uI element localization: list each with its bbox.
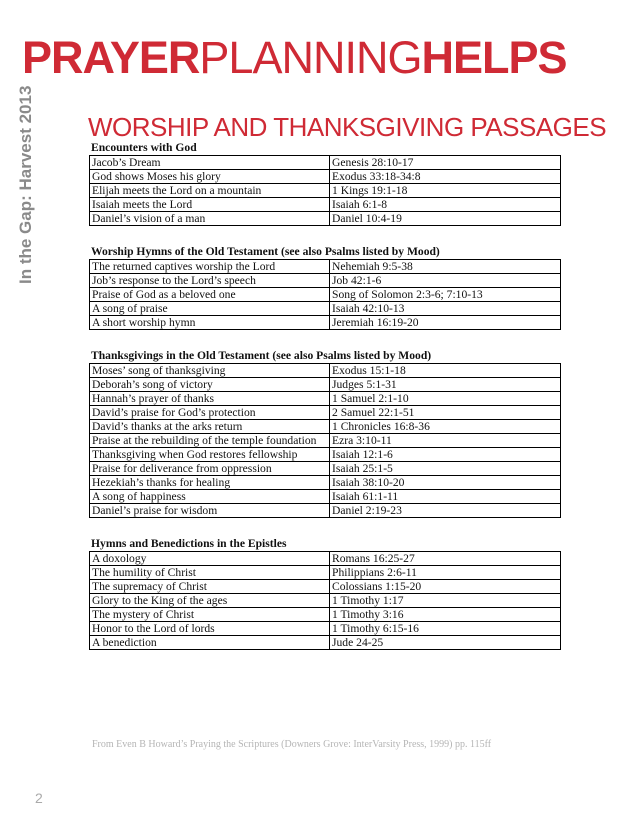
table-row: [90, 392, 561, 406]
passage-reference: 1 Timothy 6:15-16: [330, 622, 561, 636]
table-row: [90, 434, 561, 448]
passage-reference: Genesis 28:10-17: [330, 156, 561, 170]
passage-reference: Colossians 1:15-20: [330, 580, 561, 594]
section-title: WORSHIP AND THANKSGIVING PASSAGES: [88, 112, 607, 142]
passage-description: Thanksgiving when God restores fellowship: [90, 448, 330, 462]
passage-group: [89, 537, 561, 650]
passage-reference: Isaiah 12:1-6: [330, 448, 561, 462]
passage-description: A song of praise: [90, 302, 330, 316]
passage-reference: Romans 16:25-27: [330, 552, 561, 566]
group-heading: Thanksgivings in the Old Testament (see also Psalms listed by Mood): [91, 349, 432, 362]
passage-reference: 1 Timothy 1:17: [330, 594, 561, 608]
passage-groups: [89, 141, 561, 669]
passage-description: Moses’ song of thanksgiving: [90, 364, 330, 378]
passage-reference: Jude 24-25: [330, 636, 561, 650]
passage-description: Deborah’s song of victory: [90, 378, 330, 392]
page-number: 2: [35, 790, 43, 806]
passage-reference: Jeremiah 16:19-20: [330, 316, 561, 330]
table-row: [90, 580, 561, 594]
table-row: [90, 288, 561, 302]
passage-description: Glory to the King of the ages: [90, 594, 330, 608]
table-row: [90, 260, 561, 274]
table-row: [90, 420, 561, 434]
passage-description: David’s praise for God’s protection: [90, 406, 330, 420]
passage-description: A song of happiness: [90, 490, 330, 504]
table-row: [90, 566, 561, 580]
table-row: [90, 212, 561, 226]
table-row: [90, 622, 561, 636]
table-row: [90, 504, 561, 518]
side-label: In the Gap: Harvest 2013: [16, 85, 35, 284]
passage-group: [89, 349, 561, 518]
passage-reference: Job 42:1-6: [330, 274, 561, 288]
table-row: [90, 364, 561, 378]
table-row: [90, 156, 561, 170]
table-row: [90, 378, 561, 392]
passage-reference: Daniel 10:4-19: [330, 212, 561, 226]
footer-citation: From Even B Howard’s Praying the Scriptures (Downers Grove: InterVarsity Press, 1999) pp. 115ff: [92, 739, 492, 750]
passage-description: The humility of Christ: [90, 566, 330, 580]
table-row: [90, 552, 561, 566]
table-row: [90, 316, 561, 330]
table-row: [90, 170, 561, 184]
passage-reference: 1 Chronicles 16:8-36: [330, 420, 561, 434]
passage-description: Job’s response to the Lord’s speech: [90, 274, 330, 288]
table-row: [90, 406, 561, 420]
group-heading: Worship Hymns of the Old Testament (see also Psalms listed by Mood): [91, 245, 440, 258]
passage-description: Hannah’s prayer of thanks: [90, 392, 330, 406]
table-row: [90, 448, 561, 462]
passage-description: The mystery of Christ: [90, 608, 330, 622]
passage-reference: Isaiah 61:1-11: [330, 490, 561, 504]
table-row: [90, 490, 561, 504]
table-row: [90, 184, 561, 198]
banner-part-planning: PLANNING: [199, 32, 422, 83]
passage-description: Hezekiah’s thanks for healing: [90, 476, 330, 490]
passage-reference: Isaiah 42:10-13: [330, 302, 561, 316]
passage-group: [89, 141, 561, 226]
passage-reference: Isaiah 25:1-5: [330, 462, 561, 476]
passage-description: A short worship hymn: [90, 316, 330, 330]
table-row: [90, 476, 561, 490]
passage-reference: Philippians 2:6-11: [330, 566, 561, 580]
passage-reference: 1 Kings 19:1-18: [330, 184, 561, 198]
passage-reference: Exodus 33:18-34:8: [330, 170, 561, 184]
passage-description: Praise at the rebuilding of the temple foundation: [90, 434, 330, 448]
passage-reference: Judges 5:1-31: [330, 378, 561, 392]
passage-table: [89, 259, 561, 330]
passage-description: Jacob’s Dream: [90, 156, 330, 170]
passage-description: Isaiah meets the Lord: [90, 198, 330, 212]
passage-description: God shows Moses his glory: [90, 170, 330, 184]
group-heading: Encounters with God: [91, 141, 197, 154]
passage-reference: Ezra 3:10-11: [330, 434, 561, 448]
passage-description: Honor to the Lord of lords: [90, 622, 330, 636]
table-row: [90, 636, 561, 650]
table-row: [90, 274, 561, 288]
passage-table: [89, 155, 561, 226]
passage-description: Praise for deliverance from oppression: [90, 462, 330, 476]
passage-reference: Exodus 15:1-18: [330, 364, 561, 378]
table-row: [90, 594, 561, 608]
passage-reference: Song of Solomon 2:3-6; 7:10-13: [330, 288, 561, 302]
passage-reference: Isaiah 6:1-8: [330, 198, 561, 212]
passage-description: A doxology: [90, 552, 330, 566]
table-row: [90, 302, 561, 316]
table-row: [90, 608, 561, 622]
passage-reference: Nehemiah 9:5-38: [330, 260, 561, 274]
passage-description: The returned captives worship the Lord: [90, 260, 330, 274]
passage-reference: 1 Samuel 2:1-10: [330, 392, 561, 406]
passage-table: [89, 363, 561, 518]
passage-group: [89, 245, 561, 330]
passage-description: The supremacy of Christ: [90, 580, 330, 594]
passage-description: Elijah meets the Lord on a mountain: [90, 184, 330, 198]
table-row: [90, 462, 561, 476]
passage-description: Daniel’s vision of a man: [90, 212, 330, 226]
banner-part-prayer: PRAYER: [22, 32, 200, 83]
passage-table: [89, 551, 561, 650]
passage-reference: Daniel 2:19-23: [330, 504, 561, 518]
group-heading: Hymns and Benedictions in the Epistles: [91, 537, 287, 550]
table-row: [90, 198, 561, 212]
banner-part-helps: HELPS: [421, 32, 567, 83]
passage-description: Daniel’s praise for wisdom: [90, 504, 330, 518]
passage-reference: Isaiah 38:10-20: [330, 476, 561, 490]
passage-reference: 1 Timothy 3:16: [330, 608, 561, 622]
page-banner: [22, 34, 567, 82]
passage-description: A benediction: [90, 636, 330, 650]
passage-reference: 2 Samuel 22:1-51: [330, 406, 561, 420]
passage-description: Praise of God as a beloved one: [90, 288, 330, 302]
passage-description: David’s thanks at the arks return: [90, 420, 330, 434]
